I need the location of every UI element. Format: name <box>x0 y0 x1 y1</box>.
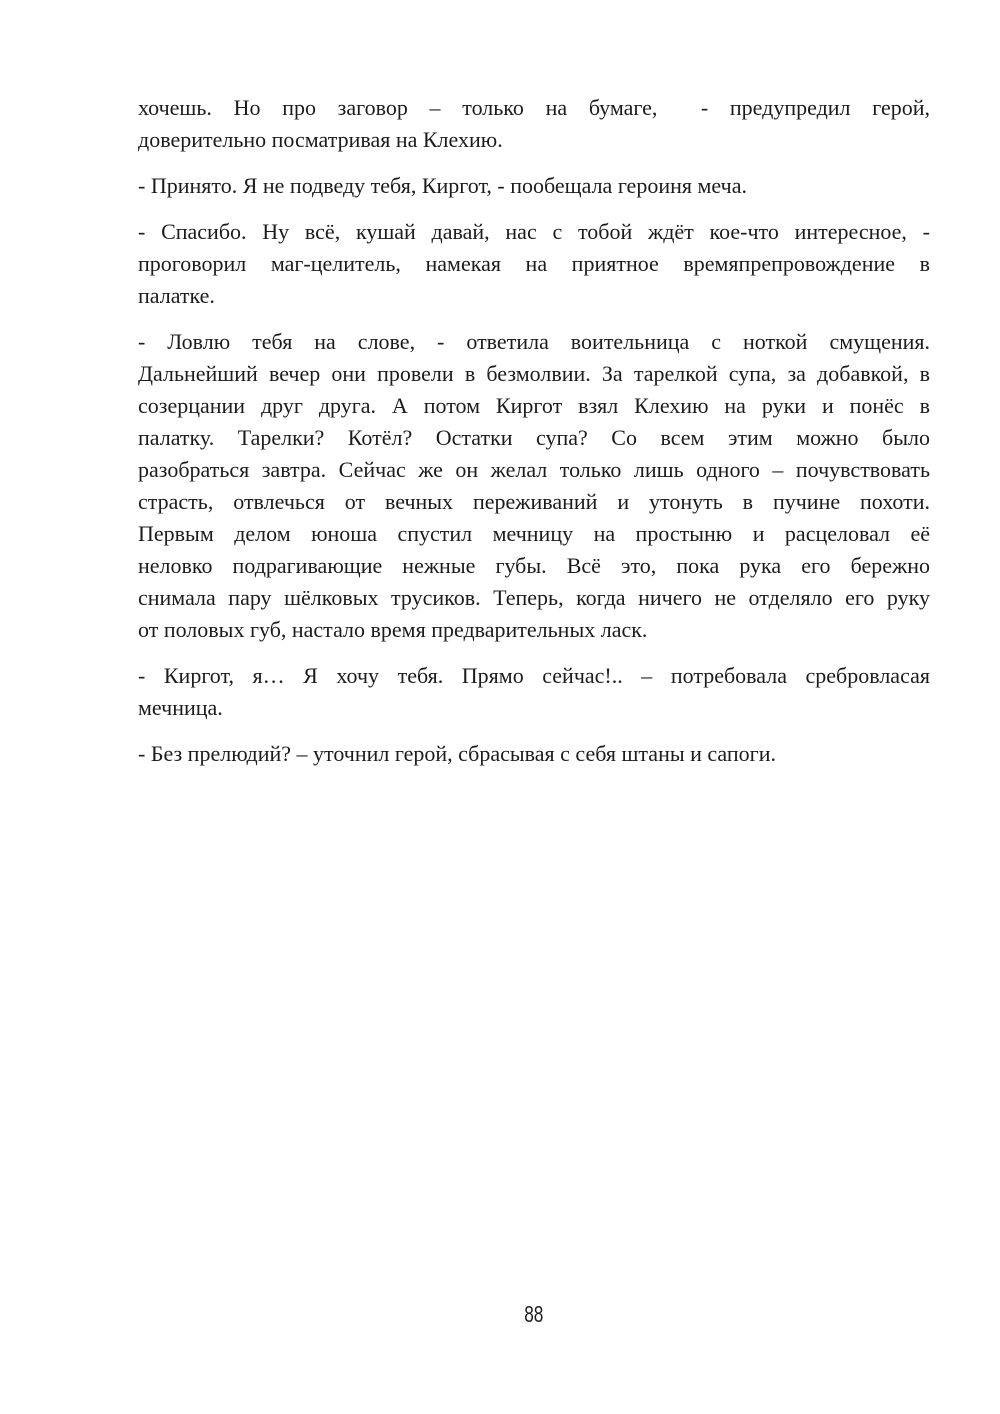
paragraph <box>138 326 930 646</box>
text-line: хочешь. Но про заговор – только на бумаге, - предупредил герой, <box>138 95 930 120</box>
text-line: разобраться завтра. Сейчас же он желал только лишь одного – почувствовать <box>138 457 930 482</box>
text-line: - Без прелюдий? – уточнил герой, сбрасывая с себя штаны и сапоги. <box>138 741 776 766</box>
page-footer <box>138 1303 930 1327</box>
paragraph <box>138 738 930 770</box>
text-line: страсть, отвлечься от вечных переживаний и утонуть в пучине похоти. <box>138 489 930 514</box>
text-line: снимала пару шёлковых трусиков. Теперь, когда ничего не отделяло его руку <box>138 585 930 610</box>
text-line: Первым делом юноша спустил мечницу на простыню и расцеловал её <box>138 521 930 546</box>
text-line: - Киргот, я… Я хочу тебя. Прямо сейчас!.. – потребовала сребровласая <box>138 663 930 688</box>
paragraph <box>138 660 930 724</box>
page-number: 88 <box>524 1301 544 1327</box>
text-line: - Принято. Я не подведу тебя, Киргот, - пообещала героиня меча. <box>138 173 747 198</box>
paragraph <box>138 216 930 312</box>
text-column <box>138 92 930 770</box>
text-line: доверительно посматривая на Клехию. <box>138 127 503 152</box>
paragraph <box>138 92 930 156</box>
text-line: - Ловлю тебя на слове, - ответила воительница с ноткой смущения. <box>138 329 930 354</box>
text-line: палатку. Тарелки? Котёл? Остатки супа? Со всем этим можно было <box>138 425 930 450</box>
text-line: неловко подрагивающие нежные губы. Всё это, пока рука его бережно <box>138 553 930 578</box>
text-line: - Спасибо. Ну всё, кушай давай, нас с тобой ждёт кое-что интересное, - <box>138 219 930 244</box>
paragraph <box>138 170 930 202</box>
text-line: Дальнейший вечер они провели в безмолвии. За тарелкой супа, за добавкой, в <box>138 361 930 386</box>
text-line: от половых губ, настало время предварительных ласк. <box>138 617 648 642</box>
text-line: мечница. <box>138 695 223 720</box>
text-line: созерцании друг друга. А потом Киргот взял Клехию на руки и понёс в <box>138 393 930 418</box>
text-line: проговорил маг-целитель, намекая на приятное времяпрепровождение в <box>138 251 930 276</box>
text-line: палатке. <box>138 283 215 308</box>
